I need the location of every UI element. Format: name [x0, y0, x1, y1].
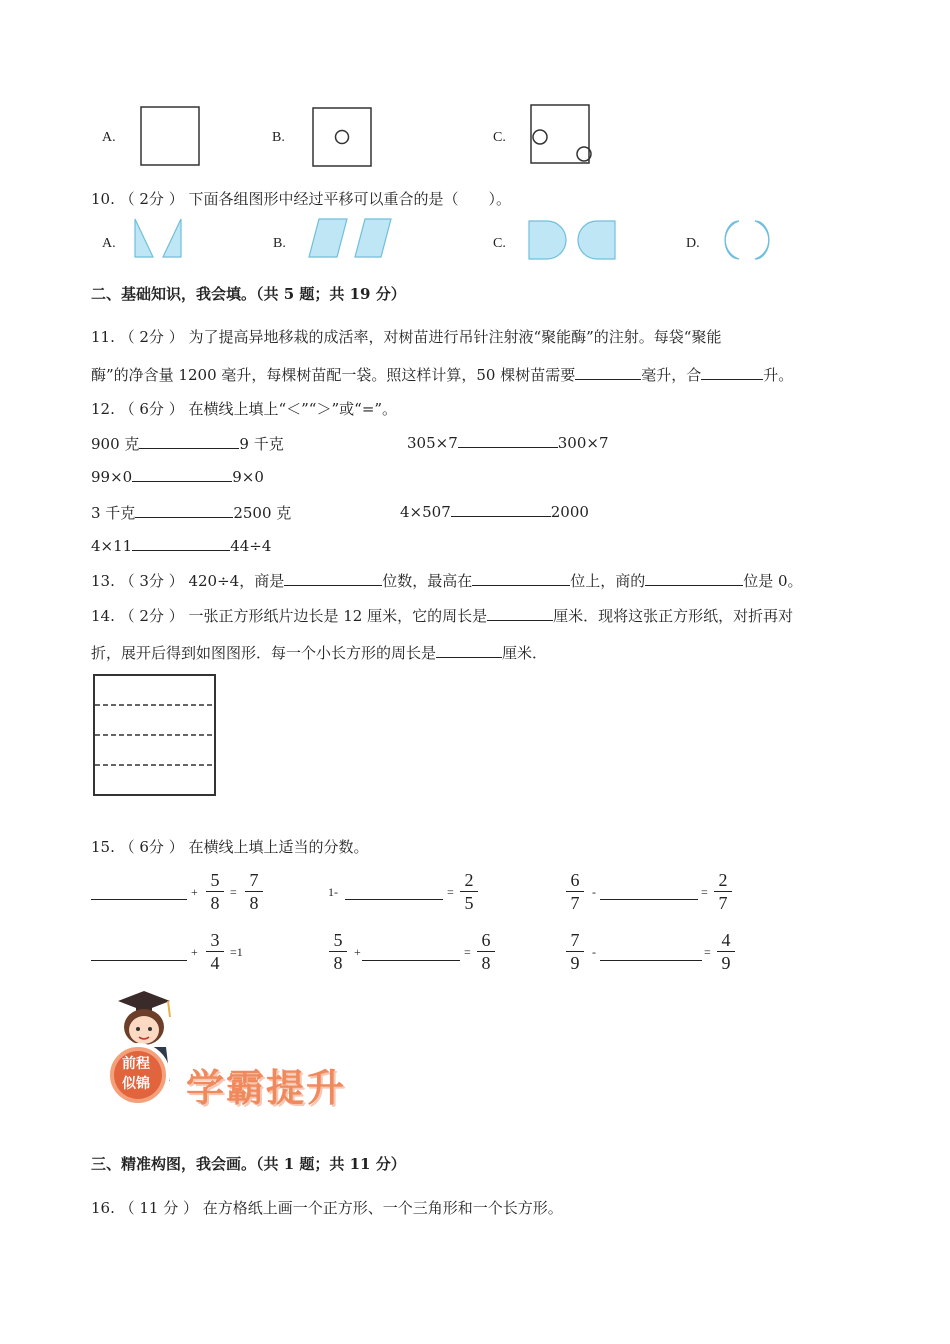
q12-text: 12. （ 6分 ） 在横线上填上“＜”“＞”或“=”。: [91, 400, 398, 418]
section-3-heading: 三、精准构图，我会画。（共 1 题；共 11 分）: [91, 1155, 406, 1173]
q12-item-4-left: 3 千克: [91, 504, 136, 522]
q9-option-c-label: C.: [493, 130, 506, 145]
q11-line2-text-c: 升。: [763, 366, 794, 384]
q14-blank-2[interactable]: [436, 643, 502, 658]
student-illustration: [100, 985, 190, 1113]
q12-blank-4[interactable]: [135, 503, 233, 518]
q15-blank-6[interactable]: [600, 960, 702, 961]
q12-item-3-left: 99×0: [91, 468, 133, 486]
section-2-heading: 二、基础知识，我会填。（共 5 题；共 19 分）: [91, 285, 406, 303]
q15-equals-one: =1: [230, 945, 243, 959]
q14-line2: [91, 642, 547, 663]
q15-denominator: 8: [249, 893, 259, 913]
q13-line: [91, 570, 803, 591]
q12-item-3-right: 9×0: [232, 468, 264, 486]
q13-text-c: 位上，商的: [570, 572, 646, 590]
q15-denominator: 7: [570, 893, 580, 913]
q15-numerator: 6: [570, 870, 580, 890]
banner-title: 学霸提升: [186, 1066, 347, 1110]
q15-numerator: 6: [481, 930, 491, 950]
q13-text-b: 位数，最高在: [382, 572, 473, 590]
q12-item-5: [400, 502, 589, 521]
q15-plus-2: +: [191, 945, 198, 959]
q12-item-3: [91, 467, 264, 486]
q14-line2-text-b: 厘米．: [502, 644, 548, 662]
q15-numerator: 4: [721, 930, 731, 950]
q9-option-a-square: [140, 106, 202, 168]
q9-option-c-square-circles: [530, 104, 594, 166]
q15-equals-5: =: [704, 945, 711, 959]
q15-denominator: 9: [570, 953, 580, 973]
q12-item-4: [91, 502, 291, 523]
q11-line2-text-b: 毫升，合: [641, 366, 702, 384]
q15-minus-2: -: [592, 945, 596, 959]
q10-option-b-parallelograms: [307, 217, 397, 261]
q15-blank-3[interactable]: [600, 899, 698, 900]
q12-item-1-right: 9 千克: [239, 435, 284, 453]
q12-item-6-left: 4×11: [91, 537, 133, 555]
q14-blank-1[interactable]: [487, 606, 553, 621]
q14-line1-text-b: 厘米．现将这张正方形纸，对折再对: [553, 607, 794, 625]
q15-fraction-6-8: [474, 929, 498, 974]
q12-blank-3[interactable]: [132, 467, 232, 482]
q15-plus-1: +: [191, 885, 198, 899]
q15-fraction-3-4: [203, 929, 227, 974]
q15-denominator: 8: [481, 953, 491, 973]
q12-blank-1[interactable]: [139, 434, 239, 449]
q9-option-b-square-circle: [312, 107, 374, 169]
q15-blank-2[interactable]: [345, 899, 443, 900]
q15-equals-3: =: [701, 885, 708, 899]
q14-folded-square-figure: [93, 674, 219, 798]
q15-denominator: 5: [464, 893, 474, 913]
q10-text: 10. （ 2分 ） 下面各组图形中经过平移可以重合的是（ ）。: [91, 190, 511, 208]
q10-option-a-triangles: [133, 217, 185, 261]
q15-blank-5[interactable]: [362, 960, 460, 961]
q10-option-b-label: B.: [273, 236, 286, 251]
q15-numerator: 7: [249, 870, 259, 890]
q12-item-2-right: 300×7: [557, 434, 609, 452]
q15-numerator: 5: [210, 870, 220, 890]
q10-option-c-label: C.: [493, 236, 506, 251]
q12-item-6-right: 44÷4: [230, 537, 272, 555]
q15-numerator: 2: [464, 870, 474, 890]
q15-fraction-5-8-b: [326, 929, 350, 974]
q11-blank-l[interactable]: [701, 365, 763, 380]
q10-option-d-crescents: [717, 219, 779, 261]
q10-option-d-label: D.: [686, 236, 700, 251]
q12-item-2: [407, 433, 609, 452]
q9-option-a-label: A.: [102, 130, 116, 145]
q13-blank-1[interactable]: [284, 571, 382, 586]
q15-equals-4: =: [464, 945, 471, 959]
q10-option-a-label: A.: [102, 236, 116, 251]
q15-fraction-5-8: [203, 869, 227, 914]
q15-numerator: 5: [333, 930, 343, 950]
q15-equals-2: =: [447, 885, 454, 899]
badge-line1: 前程: [122, 1056, 150, 1072]
q15-blank-1[interactable]: [91, 899, 187, 900]
q11-line2: [91, 364, 793, 385]
q12-item-6: [91, 536, 271, 555]
q15-numerator: 2: [718, 870, 728, 890]
q15-denominator: 8: [210, 893, 220, 913]
q15-plus-3: +: [354, 945, 361, 959]
q12-item-1-left: 900 克: [91, 435, 140, 453]
q13-text-a: 13. （ 3分 ） 420÷4，商是: [91, 572, 285, 590]
q12-item-5-left: 4×507: [400, 503, 451, 521]
q15-numerator: 7: [570, 930, 580, 950]
q12-item-1: [91, 433, 284, 454]
q12-item-4-right: 2500 克: [233, 504, 292, 522]
badge-line2: 似锦: [122, 1076, 150, 1092]
q9-option-b-label: B.: [272, 130, 285, 145]
q15-denominator: 7: [718, 893, 728, 913]
q15-fraction-2-7: [711, 869, 735, 914]
q11-line2-text-a: 酶”的净含量 1200 毫升，每棵树苗配一袋。照这样计算，50 棵树苗需要: [91, 366, 576, 384]
q15-equals-1: =: [230, 885, 237, 899]
q15-text: 15. （ 6分 ） 在横线上填上适当的分数。: [91, 838, 369, 856]
q15-one-minus: 1-: [328, 885, 338, 899]
q12-blank-2[interactable]: [458, 433, 558, 448]
q15-denominator: 8: [333, 953, 343, 973]
q11-blank-ml[interactable]: [575, 365, 641, 380]
q15-blank-4[interactable]: [91, 960, 187, 961]
q16-text: 16. （ 11 分 ） 在方格纸上画一个正方形、一个三角形和一个长方形。: [91, 1199, 563, 1217]
q12-blank-5[interactable]: [451, 502, 551, 517]
q10-option-c-d-shapes: [527, 219, 621, 261]
q12-item-2-left: 305×7: [407, 434, 458, 452]
q15-denominator: 4: [210, 953, 220, 973]
q14-line1-text-a: 14. （ 2分 ） 一张正方形纸片边长是 12 厘米，它的周长是: [91, 607, 488, 625]
q13-blank-3[interactable]: [645, 571, 743, 586]
q15-fraction-6-7: [563, 869, 587, 914]
q14-line1: [91, 605, 793, 626]
q11-line1: 11. （ 2分 ） 为了提高异地移栽的成活率，对树苗进行吊针注射液“聚能酶”的注射。每袋“聚能: [91, 328, 722, 346]
q12-blank-6[interactable]: [132, 536, 230, 551]
xueba-banner: [100, 985, 410, 1115]
q15-fraction-2-5: [457, 869, 481, 914]
q12-item-5-right: 2000: [550, 503, 589, 521]
q15-fraction-7-8: [242, 869, 266, 914]
q15-fraction-7-9: [563, 929, 587, 974]
q13-blank-2[interactable]: [472, 571, 570, 586]
q14-line2-text-a: 折，展开后得到如图图形．每一个小长方形的周长是: [91, 644, 437, 662]
q15-denominator: 9: [721, 953, 731, 973]
q15-numerator: 3: [210, 930, 220, 950]
q13-text-d: 位是 0。: [743, 572, 803, 590]
q15-minus-1: -: [592, 885, 596, 899]
q15-fraction-4-9: [714, 929, 738, 974]
